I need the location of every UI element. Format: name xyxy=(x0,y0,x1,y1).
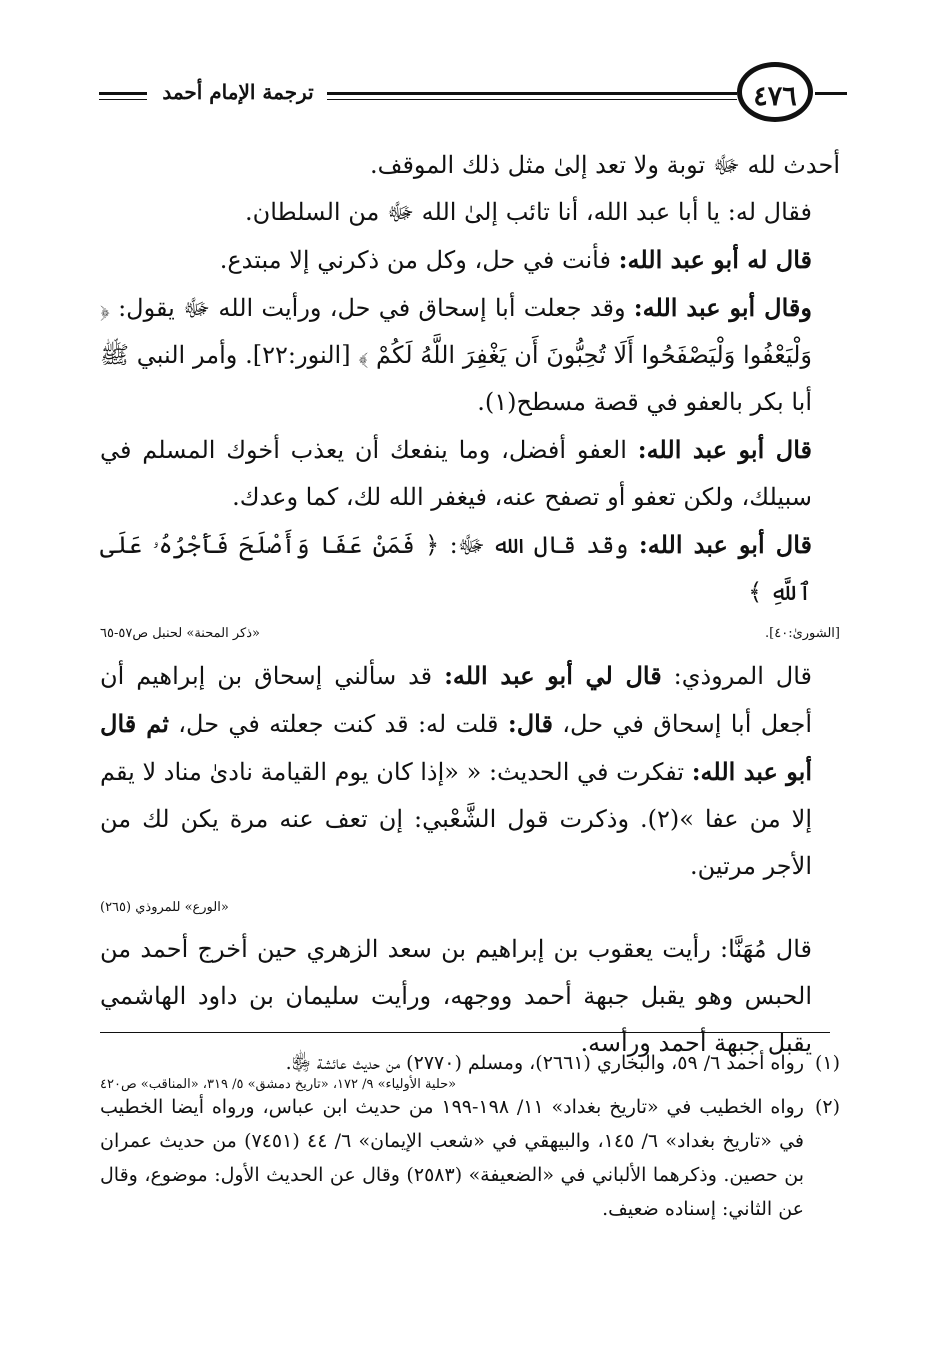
source-citation: «ذكر المحنة» لحنبل ص٥٧-٦٥ xyxy=(100,626,260,641)
paragraph-5 xyxy=(100,426,840,521)
paragraph-5-text: العفو أفضل، وما ينفعك أن يعذب أخوك المسلم في سبيلك، ولكن تعفو أو تصفح عنه، فيغفر الله لك، كما وعدك. xyxy=(100,436,812,511)
paragraph-8: قال مُهَنَّا: رأيت يعقوب بن إبراهيم بن سعد الزهري حين أخرج أحمد من الحبس وهو يقبل جبهة أحمد ووجهه، ورأيت سليمان بن داود الهاشمي يقبل جبهة أحمد ورأسه. xyxy=(100,935,812,1057)
paragraph-6 xyxy=(100,521,840,616)
paragraph-4-text: وقد جعلت أبا إسحاق في حل، ورأيت الله ﷻ يقول: ﴿ وَلْيَعْفُوا وَلْيَصْفَحُوا أَلَا تُحِبُّونَ أَن يَغْفِرَ اللَّهُ لَكُمْ ﴾ [النور:٢٢]. وأمر النبي ﷺ أبا بكر بالعفو في قصة مسطح(١). xyxy=(100,294,812,416)
paragraph-7-e: قلت له: قد كنت جعلته في حل، xyxy=(168,710,508,738)
speaker-label: قال له أبو عبد الله: xyxy=(618,245,812,274)
paragraph-4 xyxy=(100,284,840,426)
header-rule-middle-thin xyxy=(327,99,737,100)
speaker-label: وقال أبو عبد الله: xyxy=(633,293,812,322)
quran-reference: [الشورىٰ:٤٠]. xyxy=(765,626,840,641)
footnotes xyxy=(100,1032,840,1226)
spacer xyxy=(100,1080,840,1090)
paragraph-6-source-line xyxy=(100,616,840,652)
header-rule-middle xyxy=(327,92,737,95)
source-citation: «الورع» للمروذي (٢٦٥) xyxy=(100,900,229,915)
paragraph-3 xyxy=(100,236,840,284)
spacer xyxy=(100,1032,840,1046)
footnote-number: (٢) xyxy=(814,1096,840,1118)
speaker-label: ثم قال أبو عبد الله: xyxy=(100,709,812,786)
footnote-text: رواه أحمد ٦/ ٥٩، والبخاري (٢٦٦١)، ومسلم (٢٧٧٠) من حديث عائشة ﵂. xyxy=(285,1052,804,1074)
footnote-separator xyxy=(100,1032,830,1033)
source-citation: «حلية الأولياء» ٩/ ١٧٢، «تاريخ دمشق» ٥/ ٣١٩، «المناقب» ص٤٢٠ xyxy=(100,1077,457,1092)
paragraph-6-text: وقد قال الله ﷻ: ﴿ فَمَنْ عَفَا وَأَصْلَحَ فَأَجْرُهُۥ عَلَى ٱللَّهِ ﴾ xyxy=(100,531,812,606)
footnote-text: رواه الخطيب في «تاريخ بغداد» ١١/ ١٩٨-١٩٩ من حديث ابن عباس، ورواه أيضا الخطيب في «تاريخ بغداد» ٦/ ١٤٥، والبيهقي في «شعب الإيمان» ٦/ ٤٤ (٧٤٥١) من حديث عمران بن حصين. وذكرهما الألباني في «الضعيفة» (٢٥٨٣) وقال عن الحديث الأول: موضوع، وقال عن الثاني: إسناده ضعيف. xyxy=(100,1096,805,1220)
paragraph-7 xyxy=(100,652,840,890)
footnote-2 xyxy=(100,1090,840,1226)
running-title: ترجمة الإمام أحمد xyxy=(162,80,314,104)
header-rule-left xyxy=(99,92,147,95)
footnote-number: (١) xyxy=(814,1052,840,1074)
page-header xyxy=(95,62,845,132)
footnote-1 xyxy=(100,1046,840,1080)
paragraph-2: فقال له: يا أبا عبد الله، أنا تائب إلىٰ الله ﷻ من السلطان. xyxy=(244,198,812,226)
paragraph-7-source-line xyxy=(100,890,840,926)
header-rule-left-thin xyxy=(99,99,147,100)
paragraph-7-c: قد سألني إسحاق بن إبراهيم أن أجعل أبا إسحاق في حل، xyxy=(100,662,812,738)
paragraph-7-a: قال المروذي: xyxy=(661,662,812,690)
paragraph-3-text: فأنت في حل، وكل من ذكرني إلا مبتدع. xyxy=(219,246,619,274)
header-rule-right xyxy=(815,92,847,95)
speaker-label: قال لي أبو عبد الله: xyxy=(444,661,662,690)
main-text xyxy=(100,142,840,1103)
speaker-label: قال: xyxy=(507,709,553,738)
page-number: ٤٧٦ xyxy=(737,62,813,122)
speaker-label: قال أبو عبد الله: xyxy=(637,435,812,464)
paragraph-1: أحدث لله ﷻ توبة ولا تعد إلىٰ مثل ذلك الموقف. xyxy=(369,151,840,179)
paragraph-7-g: تفكرت في الحديث: « «إذا كان يوم القيامة نادىٰ مناد لا يقم إلا من عفا »(٢). وذكرت قول الشَّعْبي: إن تعف عنه مرة يكن لك من الأجر مرتين. xyxy=(100,758,812,880)
speaker-label: قال أبو عبد الله: xyxy=(638,530,812,559)
